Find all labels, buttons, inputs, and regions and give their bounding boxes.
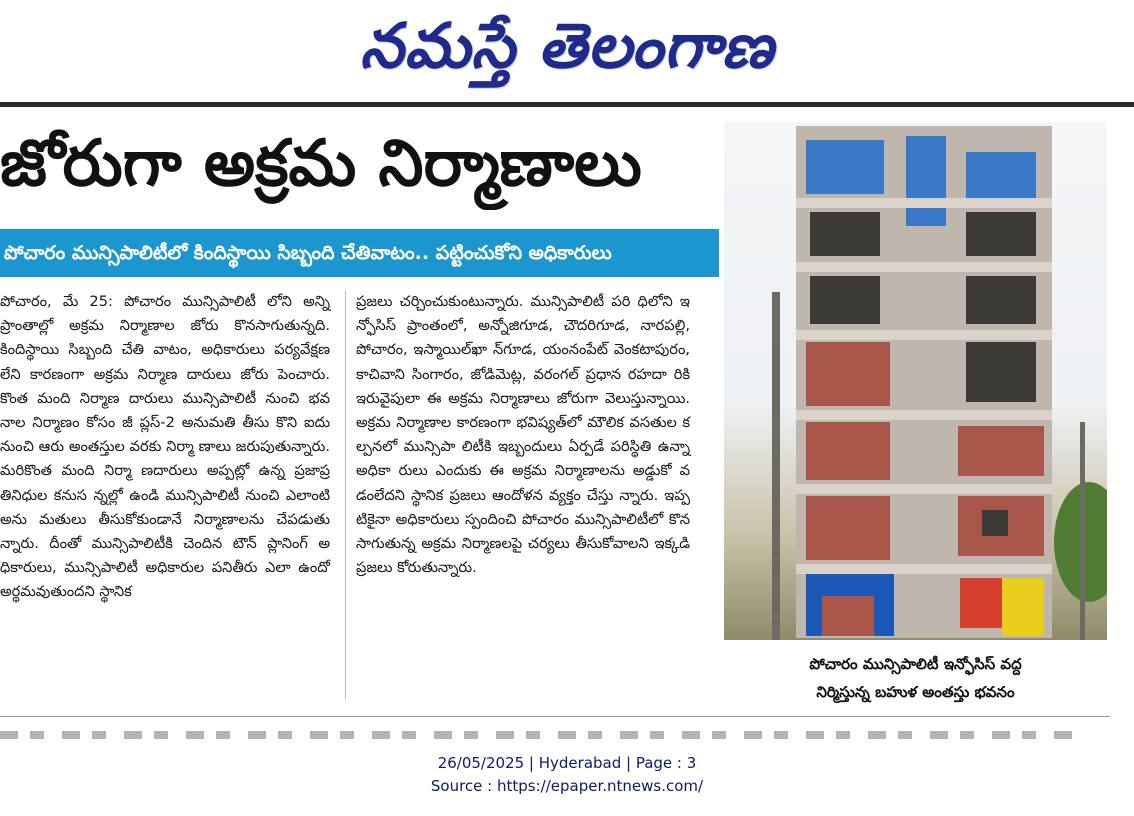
article-column-1 [0, 290, 330, 605]
clipped-next-article-text [0, 731, 1080, 739]
masthead [0, 0, 1134, 92]
article-body-text-2: ప్రజలు చర్చించుకుంటున్నారు. మున్సిపాలిటీ పరి ధిలోని ఇన్ఫోసిస్ ప్రాంతంలో, అన్నోజిగూడ, చౌదరిగూడ, నారపల్లి, పోచారం, ఇస్మాయిల్‌ఖా న్‌గూడ, యంనంపేట్ వెంకటాపురం, కాచివాని సింగారం, జోడిమెట్ల, వరంగల్ ప్రధాన రహదా రికి ఇరువైపులా ఈ అక్రమ నిర్మాణాలు జోరుగా వెలుస్తున్నాయి. అక్రమ నిర్మాణాల కారణంగా భవిష్యత్‌లో మౌలిక వసతుల కల్పనలో మున్సిపా లిటీకి ఇబ్బందులు ఏర్పడే పరిస్థితి ఉన్నా అధికా రులు ఎందుకు ఈ అక్రమ నిర్మాణాలను అడ్డుకో వడంలేదని స్థానిక ప్రజలు ఆందోళన వ్యక్తం చేస్తు న్నారు. ఇప్పటికైనా అధికారులు స్పందించి పోచారం మున్సిపాలిటీలో కొనసాగుతున్న అక్రమ నిర్మాణలపై చర్యలు తీసుకోవాలని ఇక్కడి ప్రజలు కోరుతున్నారు. [356, 293, 690, 577]
article-column-2 [356, 290, 690, 580]
edition-info: 26/05/2025 | Hyderabad | Page : 3 [437, 754, 697, 772]
utility-pole-right [1080, 422, 1085, 640]
source-link[interactable]: Source : https://epaper.ntnews.com/ [430, 777, 704, 795]
building-photo [724, 122, 1107, 640]
footer [0, 752, 1134, 798]
footer-divider [0, 716, 1110, 717]
photo-caption-line-1: పోచారం మున్సిపాలిటీ ఇన్ఫోసిస్ వద్ద [809, 655, 1022, 673]
column-divider [345, 290, 346, 700]
article-headline: జోరుగా అక్రమ నిర్మాణాలు [0, 127, 642, 201]
yellow-tarp [1002, 578, 1044, 636]
article-subheadline: పోచారం మున్సిపాలిటీలో కిందిస్థాయి సిబ్బంది చేతివాటం.. పట్టించుకోని అధికారులు [0, 229, 719, 277]
photo-caption-line-2: నిర్మిస్తున్న బహుళ అంతస్తు భవనం [816, 683, 1015, 701]
header-divider [0, 102, 1134, 107]
multi-storey-building [796, 126, 1052, 638]
newspaper-logo: నమస్తే తెలంగాణ [359, 9, 775, 82]
utility-pole [772, 292, 780, 640]
article-body-text-1: పోచారం, మే 25: పోచారం మున్సిపాలిటీ లోని అన్ని ప్రాంతాల్లో అక్రమ నిర్మాణాల జోరు కొనసాగుతున్నది. కిందిస్థాయి సిబ్బంది చేతి వాటం, అధికారులు పర్యవేక్షణ లేని కారణంగా అక్రమ నిర్మాణ దారులు జోరు పెంచారు. కొంత మంది నిర్మాణ దారులు మున్సిపాలిటీ నుంచి భవ నాల నిర్మాణం కోసం జీ ప్లస్-2 అనుమతి తీసు కొని ఐదు నుంచి ఆరు అంతస్తుల వరకు నిర్మా ణాలు జరుపుతున్నారు. మరికొంత మంది నిర్మా ణదారులు అప్పట్లో ఉన్న ప్రజాప్రతినిధుల కనుస న్నల్లో ఉండి మున్సిపాలిటీ నుంచి ఎలాంటి అను మతులు తీసుకోకుండానే నిర్మాణాలను చేపడుతు న్నారు. దీంతో మున్సిపాలిటీకి చెందిన టౌన్ ప్లానింగ్ అధికారులు, మున్సిపాలిటీ అధికారుల పనితీరు ఎలా ఉందో అర్థమవుతుందని స్థానిక [0, 293, 330, 601]
photo-caption [724, 650, 1107, 706]
red-tarp [960, 578, 1004, 628]
